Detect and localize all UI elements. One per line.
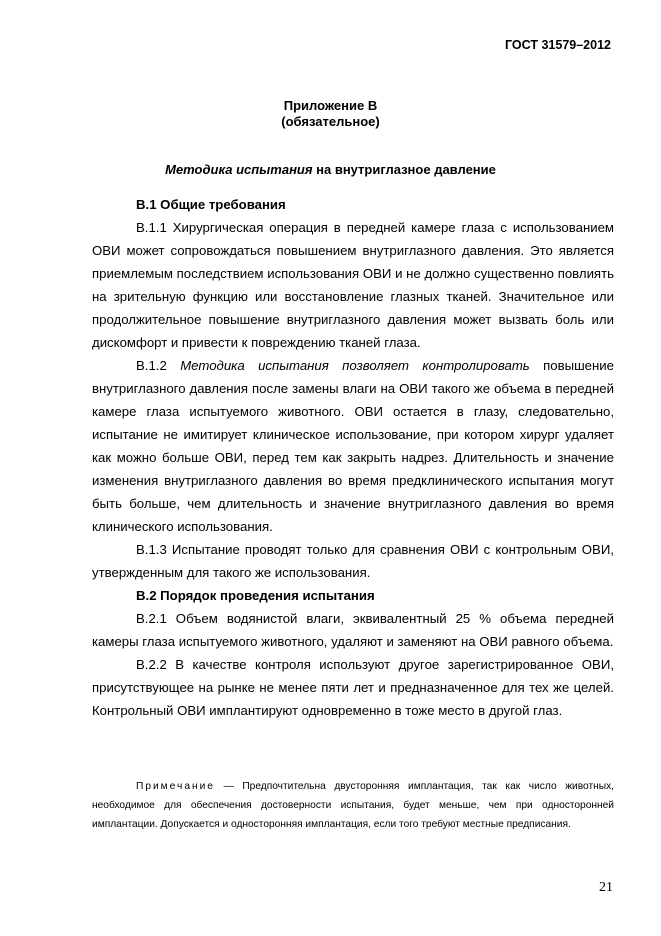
- paragraph-b111: В.1.1 Хирургическая операция в передней камере глаза с использованием ОВИ может сопровождаться повышением внутриглазного давления. Это является приемлемым последствием использования ОВИ и не должно существенно повлиять на зрительную функцию или восстановление глазных тканей. Значительное или продолжительное повышение внутриглазного давления может вызвать боль или дискомфорт и привести к повреждению тканей глаза.: [92, 220, 614, 350]
- document-body: [92, 193, 614, 722]
- appendix-subtitle: [0, 162, 661, 177]
- subtitle-italic: Методика испытания: [165, 162, 313, 177]
- b112-number: В.1.2: [136, 358, 181, 373]
- standard-number: ГОСТ 31579–2012: [505, 38, 611, 52]
- note: [92, 777, 614, 834]
- section-b1-heading: В.1 Общие требования: [136, 197, 286, 212]
- paragraph-b112: [92, 354, 614, 538]
- paragraph-b221: В.2.1 Объем водянистой влаги, эквивалентный 25 % объема передней камеры глаза испытуемого животного, удаляют и заменяют на ОВИ равного объема.: [92, 611, 614, 649]
- paragraph-b113: В.1.3 Испытание проводят только для сравнения ОВИ с контрольным ОВИ, утвержденным для такого же использования.: [92, 542, 614, 580]
- b112-italic: Методика испытания позволяет контролировать: [180, 358, 530, 373]
- b112-rest: повышение внутриглазного давления после замены влаги на ОВИ такого же объема в передней камере глаза испытуемого животного. ОВИ остается в глазу, следовательно, испытание не имитирует клиническое использование, при котором хирург удаляет как можно больше ОВИ, перед тем как закрыть надрез. Длительность и значение изменения внутриглазного давления во время предклинического испытания могут быть больше, чем длительность и значение внутриглазного давления во время клинического использования.: [92, 358, 614, 534]
- paragraph-b222: В.2.2 В качестве контроля используют другое зарегистрированное ОВИ, присутствующее на рынке не менее пяти лет и предназначенное для тех же целей. Контрольный ОВИ имплантируют одновременно в тоже место в другой глаз.: [92, 657, 614, 718]
- page-number: 21: [599, 880, 613, 895]
- appendix-title: Приложение В: [283, 98, 378, 113]
- note-label: Примечание: [136, 781, 215, 792]
- appendix-status: (обязательное): [281, 114, 380, 129]
- note-text: — Предпочтительна двусторонняя имплантация, так как число животных, необходимое для обеспечения достоверности испытания, будет меньше, чем при односторонней имплантации. Допускается и односторонняя имплантация, если того требуют местные предписания.: [92, 781, 614, 830]
- subtitle-rest: на внутриглазное давление: [312, 162, 496, 177]
- section-b2-heading: В.2 Порядок проведения испытания: [136, 588, 375, 603]
